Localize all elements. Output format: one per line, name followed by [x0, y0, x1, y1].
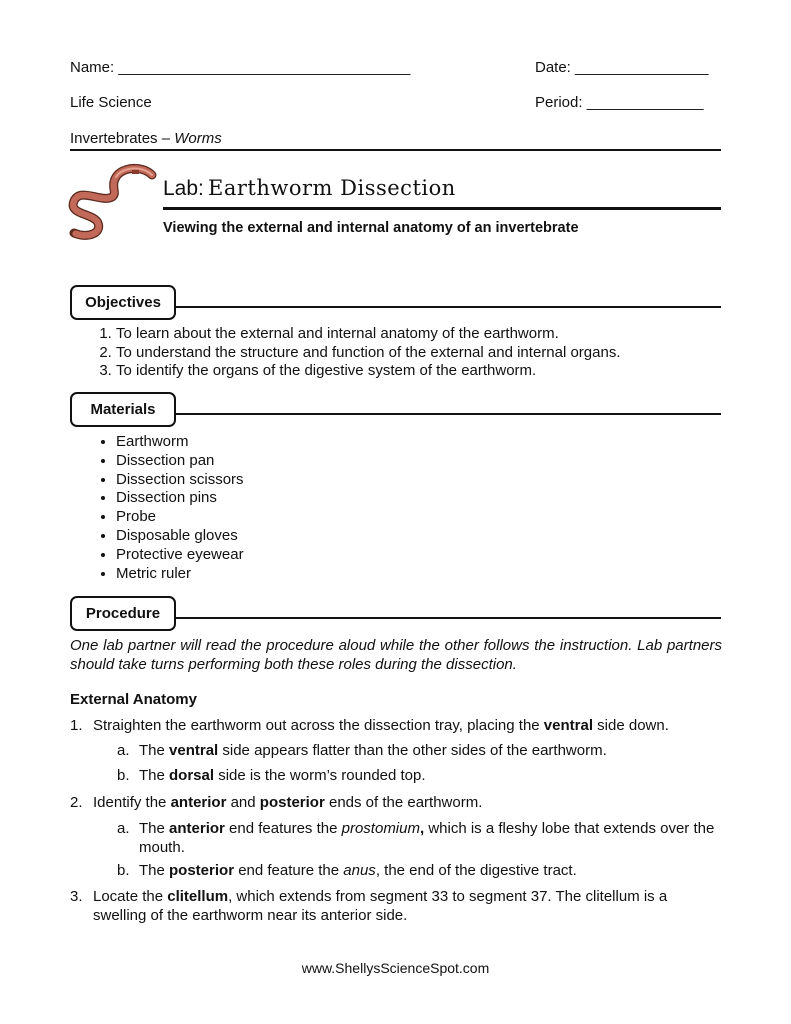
- title-rule: [163, 207, 721, 210]
- procedure-step: [70, 717, 722, 736]
- date-blank: ________________: [575, 59, 709, 76]
- material-item: • Dissection pins: [116, 489, 244, 508]
- step-term: anterior: [170, 794, 227, 811]
- materials-rule: [174, 413, 721, 415]
- objectives-list: [70, 325, 756, 381]
- unit-line: [70, 130, 222, 148]
- objectives-rule: [174, 306, 721, 308]
- procedure-rule: [174, 617, 721, 619]
- step-term: clitellum: [167, 888, 229, 905]
- procedure-heading: Procedure: [70, 596, 176, 631]
- material-item: • Earthworm: [116, 433, 244, 452]
- substep-text: The: [139, 767, 170, 784]
- materials-list: [70, 433, 244, 583]
- procedure-step: [70, 888, 722, 925]
- substep-letter: b.: [117, 862, 130, 879]
- date-field: [535, 59, 709, 77]
- substep-term: ventral: [169, 742, 219, 759]
- lab-subtitle: Viewing the external and internal anatomy of an invertebrate: [163, 220, 579, 236]
- objective-item: 1. To learn about the external and internal anatomy of the earthworm.: [116, 325, 756, 344]
- procedure-step: [70, 794, 722, 813]
- materials-heading: Materials: [70, 392, 176, 427]
- date-label: Date:: [535, 59, 571, 76]
- step-number: 3.: [70, 888, 83, 905]
- procedure-substep: [117, 820, 722, 857]
- unit-topic: Worms: [174, 130, 222, 147]
- step-text: ends of the earthworm.: [324, 794, 483, 811]
- step-text: side down.: [593, 717, 669, 734]
- period-field: [535, 94, 704, 112]
- substep-letter: a.: [117, 820, 130, 837]
- name-label: Name:: [70, 59, 115, 76]
- substep-comma: ,: [419, 820, 425, 837]
- procedure-substep: [117, 742, 722, 761]
- lab-title: Earthworm Dissection: [208, 176, 456, 200]
- objective-item: 3. To identify the organs of the digestive system of the earthworm.: [116, 362, 756, 381]
- course-name: Life Science: [70, 94, 152, 111]
- lab-label: Lab:: [163, 177, 204, 200]
- substep-italic: prostomium: [341, 820, 420, 837]
- substep-text: which is a fleshy lobe that extends over the mouth.: [139, 820, 715, 856]
- procedure-substep: [117, 767, 722, 786]
- substep-term: anterior: [169, 820, 225, 837]
- name-blank: ___________________________________: [118, 59, 411, 76]
- step-number: 1.: [70, 717, 83, 734]
- header-divider: [70, 149, 721, 151]
- external-anatomy-heading: External Anatomy: [70, 691, 197, 708]
- step-text: Identify the: [93, 794, 171, 811]
- step-text: , which extends from segment 33 to segment 37. The clitellum is a swelling of the earthworm near its anterior side.: [93, 888, 668, 924]
- substep-text: , the end of the digestive tract.: [375, 862, 577, 879]
- substep-term: dorsal: [169, 767, 215, 784]
- step-text: Straighten the earthworm out across the dissection tray, placing the: [93, 717, 544, 734]
- substep-term: posterior: [169, 862, 235, 879]
- material-item: • Disposable gloves: [116, 527, 244, 546]
- procedure-intro: One lab partner will read the procedure aloud while the other follows the instruction. Lab partners should take turns performing both these roles during the dissection.: [70, 637, 722, 673]
- objectives-heading: Objectives: [70, 285, 176, 320]
- step-term: posterior: [259, 794, 325, 811]
- period-blank: ______________: [586, 94, 704, 111]
- objective-item: 2. To understand the structure and function of the external and internal organs.: [116, 344, 756, 363]
- material-item: • Protective eyewear: [116, 546, 244, 565]
- name-field: [70, 59, 410, 77]
- step-number: 2.: [70, 794, 83, 811]
- substep-text: The: [139, 820, 170, 837]
- substep-text: end feature the: [234, 862, 344, 879]
- step-term: ventral: [543, 717, 593, 734]
- procedure-substep: [117, 862, 722, 881]
- substep-letter: a.: [117, 742, 130, 759]
- step-text: and: [226, 794, 260, 811]
- earthworm-icon: [64, 163, 160, 245]
- material-item: • Probe: [116, 508, 244, 527]
- lab-heading: [163, 176, 456, 201]
- substep-text: The: [139, 742, 170, 759]
- substep-text: The: [139, 862, 170, 879]
- period-label: Period:: [535, 94, 583, 111]
- unit-prefix: Invertebrates –: [70, 130, 171, 147]
- step-text: Locate the: [93, 888, 168, 905]
- material-item: • Metric ruler: [116, 565, 244, 584]
- material-item: • Dissection pan: [116, 452, 244, 471]
- material-item: • Dissection scissors: [116, 471, 244, 490]
- substep-text: side is the worm’s rounded top.: [214, 767, 426, 784]
- substep-italic: anus: [343, 862, 376, 879]
- substep-letter: b.: [117, 767, 130, 784]
- footer-url: www.ShellysScienceSpot.com: [301, 960, 490, 976]
- substep-text: end features the: [224, 820, 342, 837]
- substep-text: side appears flatter than the other sides of the earthworm.: [218, 742, 607, 759]
